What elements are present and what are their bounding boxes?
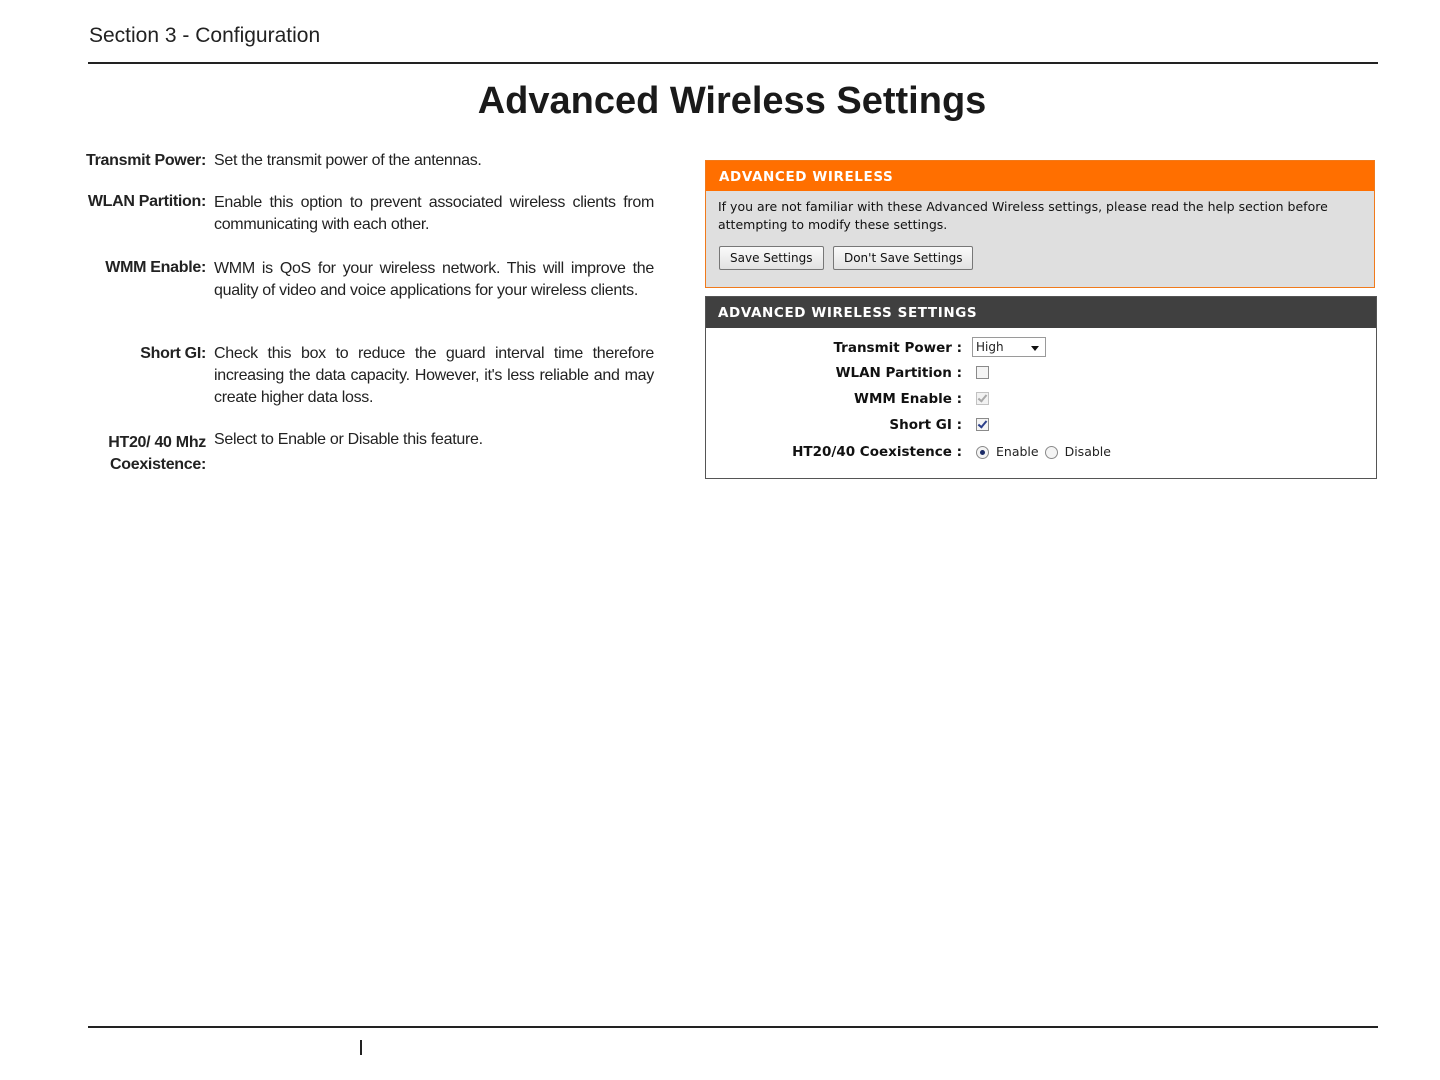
dont-save-settings-button[interactable]: Don't Save Settings xyxy=(833,246,974,270)
button-row xyxy=(706,234,1374,270)
transmit-power-value: High xyxy=(976,340,1004,354)
help-term: WMM Enable: xyxy=(105,259,206,276)
coexistence-radio-group xyxy=(976,442,1117,462)
section-header: Section 3 - Configuration xyxy=(89,24,321,47)
coexistence-disable-radio[interactable] xyxy=(1045,446,1058,459)
help-term: Transmit Power: xyxy=(86,152,206,169)
short-gi-row xyxy=(706,413,1376,437)
short-gi-label: Short GI : xyxy=(889,417,962,433)
help-desc: Select to Enable or Disable this feature. xyxy=(214,431,483,448)
help-desc: Check this box to reduce the guard interval time therefore increasing the data capacity. However, it's less reliable and may create higher data loss. xyxy=(214,345,654,406)
transmit-power-label: Transmit Power : xyxy=(833,340,962,356)
advanced-wireless-header: ADVANCED WIRELESS xyxy=(706,161,1374,191)
footer-separator xyxy=(360,1040,362,1055)
coexistence-enable-radio[interactable] xyxy=(976,446,989,459)
short-gi-checkbox[interactable] xyxy=(976,418,989,431)
wmm-enable-checkbox[interactable] xyxy=(976,392,989,405)
coexistence-disable-label[interactable]: Disable xyxy=(1064,444,1111,459)
help-desc: WMM is QoS for your wireless network. This will improve the quality of video and voice applications for your wireless clients. xyxy=(214,260,654,299)
advanced-wireless-notice: If you are not familiar with these Advanced Wireless settings, please read the help section before attempting to modify these settings. xyxy=(718,199,1328,232)
save-settings-button[interactable]: Save Settings xyxy=(719,246,824,270)
help-term-line2: Coexistence: xyxy=(110,456,206,473)
help-desc: Enable this option to prevent associated wireless clients from communicating with each other. xyxy=(214,194,654,233)
help-term: WLAN Partition: xyxy=(87,193,206,210)
coexistence-enable-label[interactable]: Enable xyxy=(996,444,1039,459)
advanced-wireless-settings-panel xyxy=(705,296,1377,479)
advanced-wireless-settings-header: ADVANCED WIRELESS SETTINGS xyxy=(706,297,1376,328)
wlan-partition-row xyxy=(706,361,1376,385)
chevron-down-icon xyxy=(1031,346,1039,351)
wmm-enable-label: WMM Enable : xyxy=(854,391,962,407)
coexistence-label: HT20/40 Coexistence : xyxy=(792,444,962,460)
top-rule xyxy=(88,62,1378,64)
help-term: Short GI: xyxy=(140,345,206,362)
wlan-partition-checkbox[interactable] xyxy=(976,366,989,379)
transmit-power-select[interactable] xyxy=(972,337,1046,357)
coexistence-row xyxy=(706,440,1376,464)
page-title: Advanced Wireless Settings xyxy=(477,80,987,122)
help-desc: Set the transmit power of the antennas. xyxy=(214,152,482,169)
help-term xyxy=(76,432,206,476)
advanced-wireless-panel xyxy=(705,160,1375,288)
bottom-rule xyxy=(88,1026,1378,1028)
transmit-power-row xyxy=(706,336,1376,360)
wlan-partition-label: WLAN Partition : xyxy=(835,365,962,381)
wmm-enable-row xyxy=(706,387,1376,411)
help-term-line1: HT20/ 40 Mhz xyxy=(108,434,206,451)
